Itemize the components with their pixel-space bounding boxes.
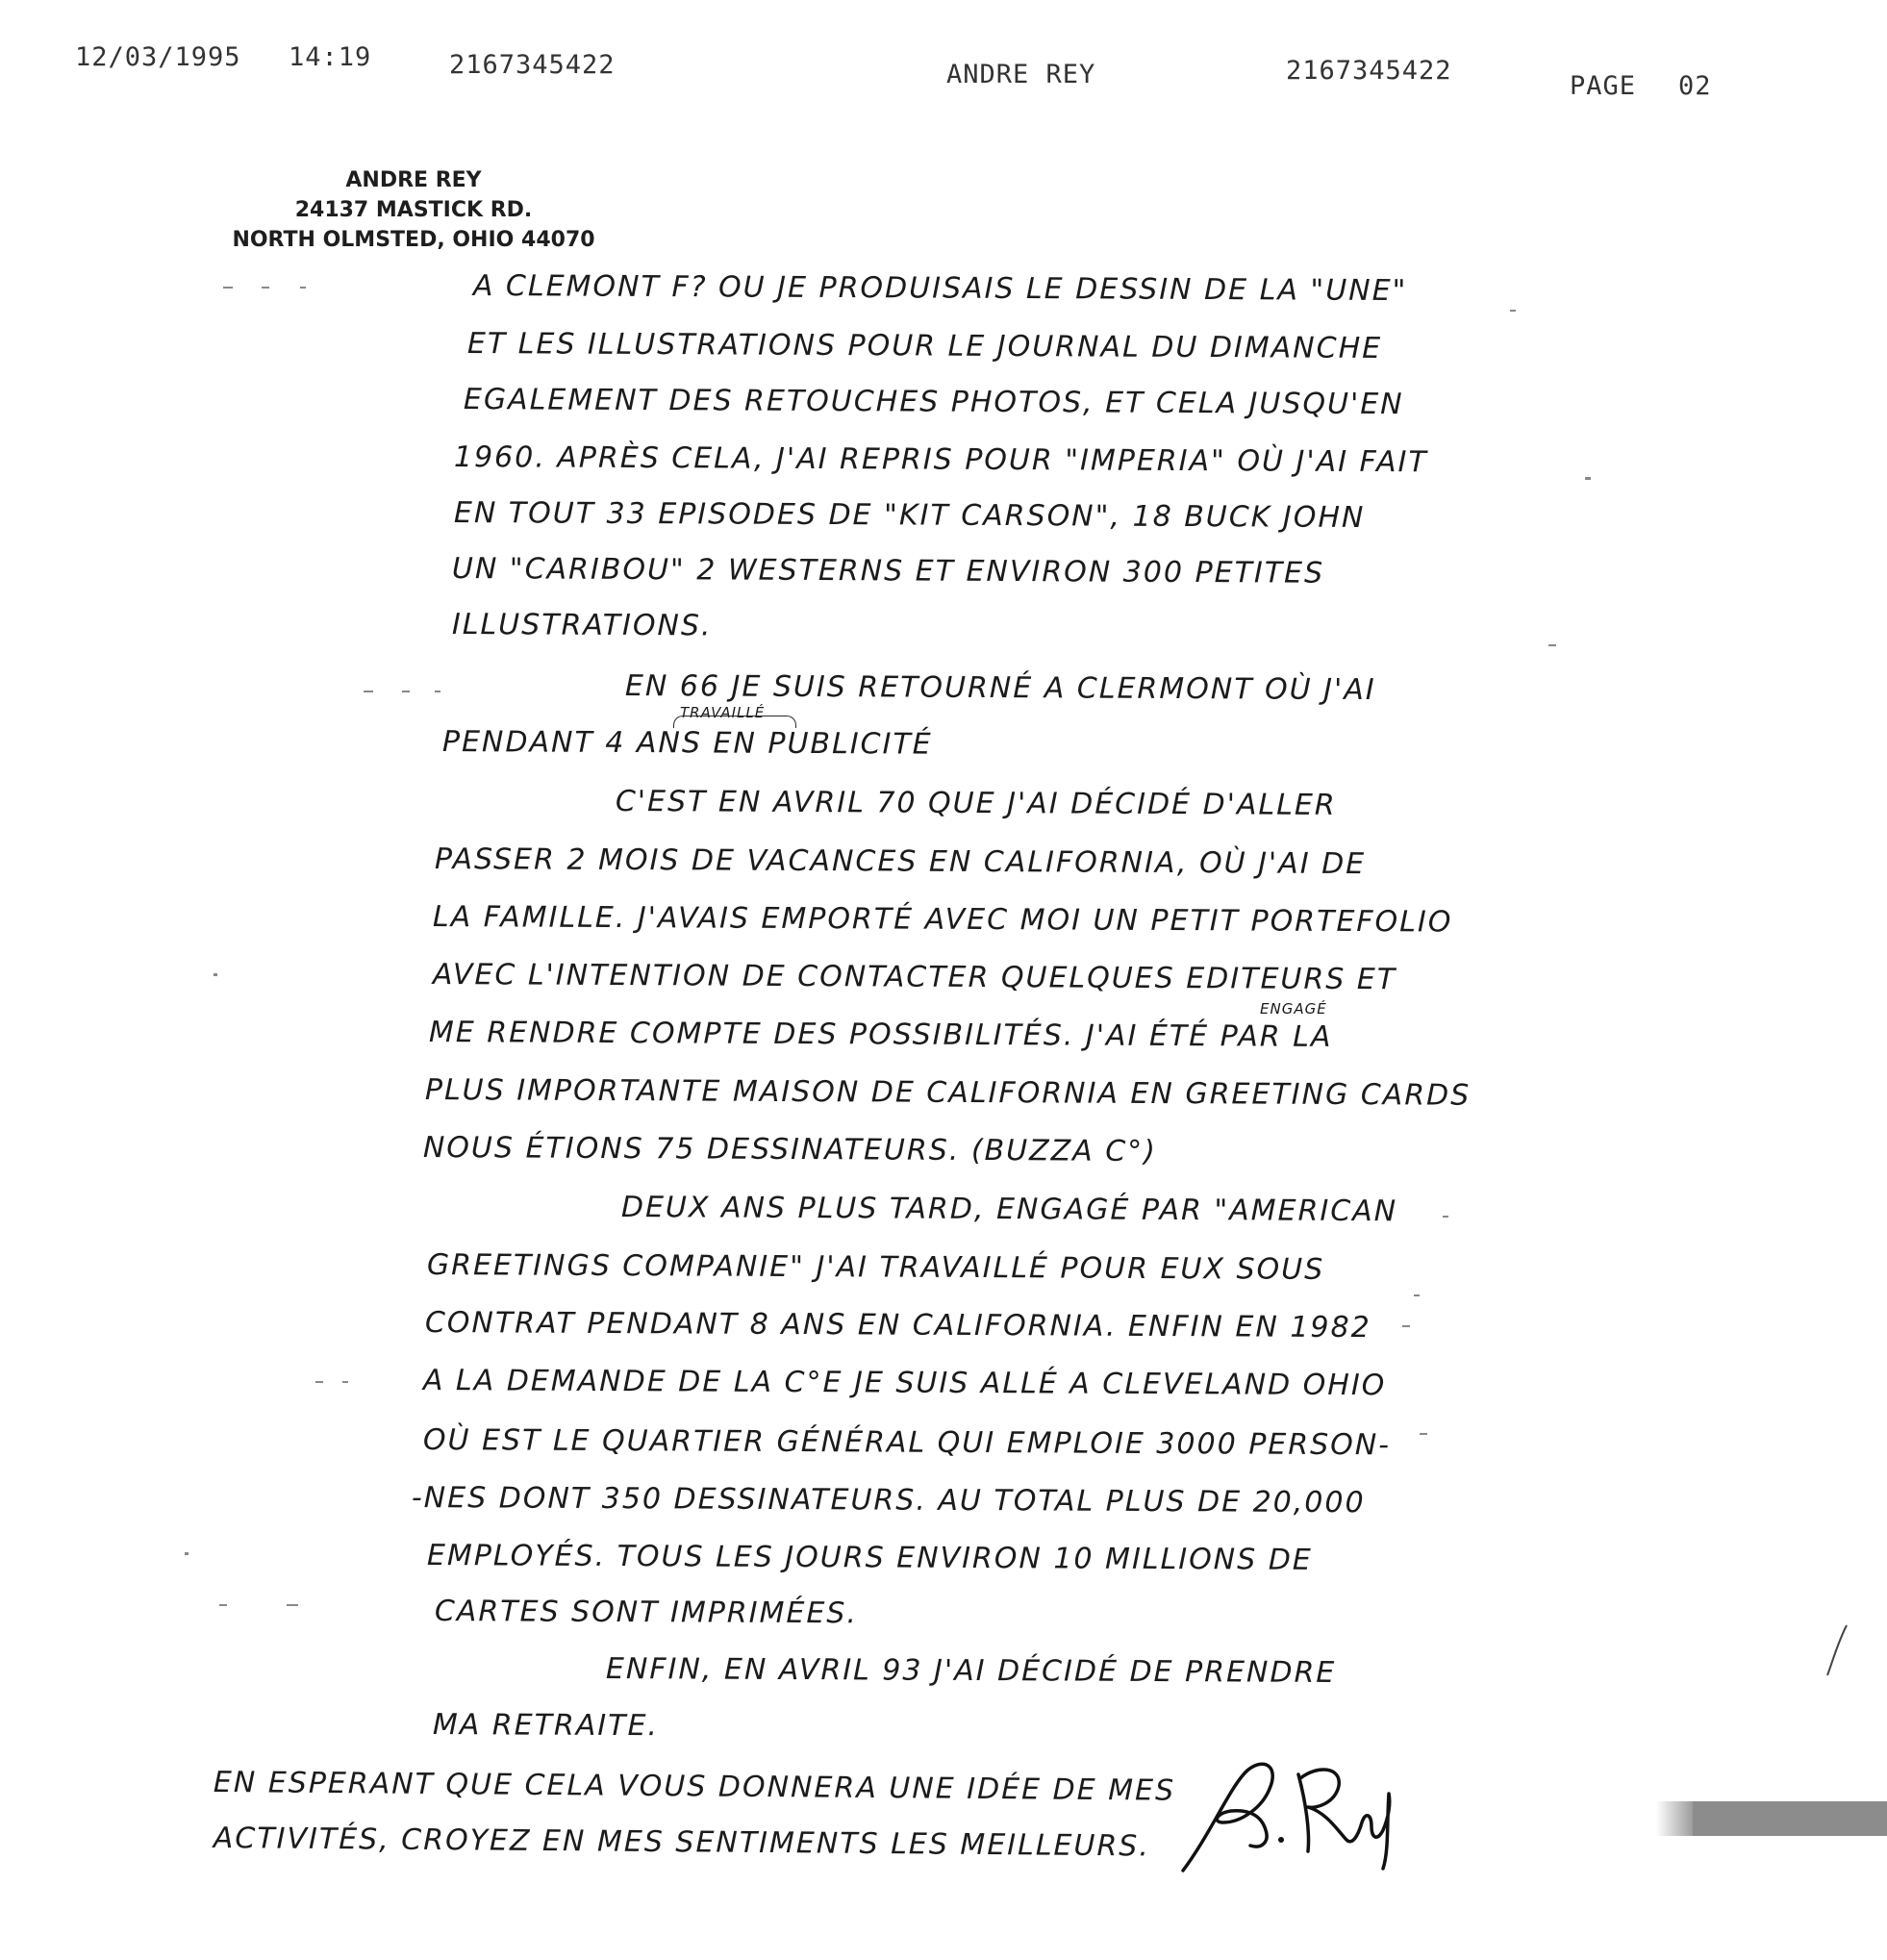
letter-line: ENFIN, EN AVRIL 93 J'AI DÉCIDÉ DE PRENDRE (605, 1652, 1337, 1690)
letter-line: PLUS IMPORTANTE MAISON DE CALIFORNIA EN GREETING CARDS (424, 1073, 1472, 1113)
letter-line: EMPLOYÉS. TOUS LES JOURS ENVIRON 10 MILLIONS DE (426, 1539, 1313, 1577)
letter-line: NOUS ÉTIONS 75 DESSINATEURS. (BUZZA C°) (422, 1131, 1158, 1168)
letter-line: A CLEMONT F? OU JE PRODUISAIS LE DESSIN DE LA "UNE" (472, 269, 1408, 309)
letter-line: LA FAMILLE. J'AVAIS EMPORTÉ AVEC MOI UN PETIT PORTEFOLIO (432, 900, 1453, 940)
letter-line: GREETINGS COMPANIE" J'AI TRAVAILLÉ POUR EUX SOUS (426, 1248, 1325, 1287)
letter-line: OÙ EST LE QUARTIER GÉNÉRAL QUI EMPLOIE 3000 PERSON- (422, 1423, 1392, 1463)
fax-sender-number: 2167345422 (449, 50, 616, 80)
fax-page-label: PAGE (1570, 71, 1637, 101)
fax-date: 12/03/1995 (75, 42, 241, 72)
signature (1173, 1746, 1423, 1880)
letter-line: CARTES SONT IMPRIMÉES. (434, 1595, 859, 1631)
letter-line: ILLUSTRATIONS. (451, 608, 713, 643)
letterhead-street: 24137 MASTICK RD. (294, 198, 533, 222)
letter-line: AVEC L'INTENTION DE CONTACTER QUELQUES EDITEURS ET (432, 958, 1397, 997)
fax-time: 14:19 (289, 42, 372, 72)
letter-line: PASSER 2 MOIS DE VACANCES EN CALIFORNIA, OÙ J'AI DE (434, 842, 1367, 882)
fax-receiver-number: 2167345422 (1286, 56, 1452, 86)
letter-line: ME RENDRE COMPTE DES POSSIBILITÉS. J'AI ÉTÉ PAR LA (428, 1016, 1333, 1054)
letter-line: PENDANT 4 ANS EN PUBLICITÉ (441, 725, 933, 762)
closing-line: ACTIVITÉS, CROYEZ EN MES SENTIMENTS LES MEILLEURS. (213, 1822, 1150, 1864)
letter-line: DEUX ANS PLUS TARD, ENGAGÉ PAR "AMERICAN (620, 1191, 1398, 1229)
letter-line: EN 66 JE SUIS RETOURNÉ A CLERMONT OÙ J'AI (624, 669, 1376, 708)
annotation-bracket (673, 716, 796, 728)
letter-line: A LA DEMANDE DE LA C°E JE SUIS ALLÉ A CLEVELAND OHIO (422, 1364, 1387, 1403)
annotation-travaille: TRAVAILLÉ (680, 704, 766, 721)
fax-sender-name: ANDRE REY (946, 60, 1096, 89)
letter-line: MA RETRAITE. (432, 1708, 660, 1744)
fax-page-number: 02 (1678, 71, 1712, 101)
letterhead-city: NORTH OLMSTED, OHIO 44070 (232, 228, 595, 252)
letter-line: EGALEMENT DES RETOUCHES PHOTOS, ET CELA JUSQU'EN (463, 383, 1404, 422)
scan-artifact-fade (1656, 1801, 1695, 1836)
letter-line: UN "CARIBOU" 2 WESTERNS ET ENVIRON 300 PETITES (451, 552, 1325, 591)
scan-artifact-bar (1693, 1801, 1887, 1836)
letter-line: -NES DONT 350 DESSINATEURS. AU TOTAL PLUS DE 20,000 (411, 1481, 1366, 1520)
letter-line: EN TOUT 33 EPISODES DE "KIT CARSON", 18 BUCK JOHN (453, 496, 1366, 535)
letter-line: CONTRAT PENDANT 8 ANS EN CALIFORNIA. ENFIN EN 1982 (424, 1306, 1371, 1345)
letterhead-name: ANDRE REY (345, 168, 482, 192)
letter-line: ET LES ILLUSTRATIONS POUR LE JOURNAL DU DIMANCHE (466, 327, 1383, 365)
closing-line: EN ESPERANT QUE CELA VOUS DONNERA UNE IDÉE DE MES (213, 1766, 1176, 1808)
letter-line: 1960. APRÈS CELA, J'AI REPRIS POUR "IMPERIA" OÙ J'AI FAIT (453, 440, 1428, 480)
letter-line: C'EST EN AVRIL 70 QUE J'AI DÉCIDÉ D'ALLER (615, 785, 1337, 822)
annotation-engage: ENGAGÉ (1260, 1000, 1327, 1018)
